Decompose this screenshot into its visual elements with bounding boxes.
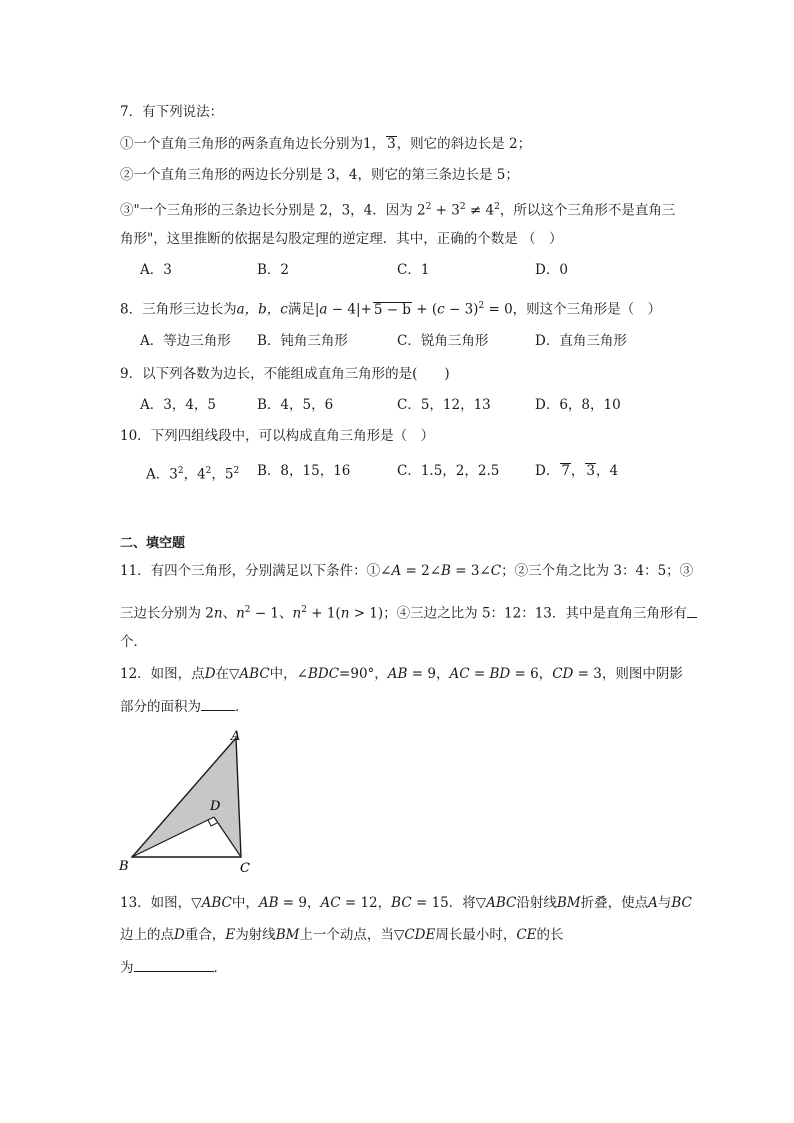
q9-option-c[interactable]: C．5，12，13	[397, 397, 491, 413]
q13-line-2: 边上的点D重合，E为射线BM上一个动点，当▽CDE周长最小时，CE的长	[120, 927, 564, 943]
q13-answer-blank[interactable]	[134, 957, 214, 972]
q7-statement-1: ①一个直角三角形的两条直角边长分别为1， 3，则它的斜边长是 2；	[120, 136, 532, 152]
q7-option-a[interactable]: A．3	[140, 262, 172, 278]
q12-triangle-figure	[110, 725, 270, 880]
q11-line-3: 个．	[120, 634, 147, 650]
q8-option-b[interactable]: B．钝角三角形	[257, 333, 348, 349]
q12-line-1: 12．如图，点D在▽ABC中，∠BDC=90°，AB = 9，AC = BD = 6，CD = 3，则图中阴影	[120, 666, 683, 682]
q11-answer-blank[interactable]	[687, 603, 697, 618]
q11-line-1: 11．有四个三角形，分别满足以下条件：①∠A = 2∠B = 3∠C；②三个角之比为 3：4：5；③	[120, 563, 694, 579]
q13-line-1: 13．如图，▽ABC中，AB = 9，AC = 12，BC = 15．将▽ABC沿射线BM折叠，使点A与BC	[120, 895, 692, 911]
q7-statement-3: ③"一个三角形的三条边长分别是 2，3，4．因为 $2^2 + 3^2 \ne 4^2$，所以这个三角形不是直角三	[120, 202, 676, 219]
q10-stem: 10．下列四组线段中，可以构成直角三角形是（ ）	[120, 428, 435, 444]
q9-stem: 9．以下列各数为边长，不能组成直角三角形的是( )	[120, 366, 450, 382]
right-angle-mark	[208, 820, 217, 826]
q9-option-a[interactable]: A．3，4，5	[140, 397, 217, 413]
q7-option-c[interactable]: C．1	[397, 262, 430, 278]
q12-line-2: 部分的面积为 ．	[120, 696, 249, 717]
q11-line-2: 三边长分别为 2n、$n^2 - 1$、$n^2 + 1(n > 1)$；④三边之比为 5：12：13．其中是直角三角形有	[120, 600, 697, 624]
label-d: D	[210, 799, 221, 814]
label-a: A	[231, 729, 241, 744]
q7-stem: 7．有下列说法：	[120, 104, 224, 120]
q13-line-3: 为 ．	[120, 957, 227, 978]
q7-option-b[interactable]: B．2	[257, 262, 290, 278]
q9-option-b[interactable]: B．4，5，6	[257, 397, 334, 413]
q10-option-b[interactable]: B．8，15，16	[257, 463, 351, 479]
label-b: B	[119, 859, 129, 874]
q7-statement-2: ②一个直角三角形的两边长分别是 3，4，则它的第三条边长是 5；	[120, 167, 519, 183]
q10-option-d[interactable]: D． 7， 3，4	[535, 463, 619, 479]
q8-option-c[interactable]: C．锐角三角形	[397, 333, 489, 349]
q10-option-c[interactable]: C．1.5，2，2.5	[397, 463, 500, 479]
q7-option-d[interactable]: D．0	[535, 262, 568, 278]
q8-option-d[interactable]: D．直角三角形	[535, 333, 627, 349]
section-fill-in-heading: 二、填空题	[120, 536, 186, 551]
q8-option-a[interactable]: A．等边三角形	[140, 333, 231, 349]
label-c: C	[240, 861, 250, 876]
q9-option-d[interactable]: D．6，8，10	[535, 397, 621, 413]
q7-statement-4: 角形"，这里推断的依据是勾股定理的逆定理．其中，正确的个数是 （ ）	[120, 231, 563, 247]
q12-answer-blank[interactable]	[201, 696, 235, 711]
q8-stem: 8．三角形三边长为a，b，c满足$|a - 4|+ 5 - b + (c - 3)^2 = 0$，则这个三角形是（ ）	[120, 301, 662, 318]
q10-option-a[interactable]: A．$3^2$，$4^2$，$5^2$	[146, 466, 240, 483]
